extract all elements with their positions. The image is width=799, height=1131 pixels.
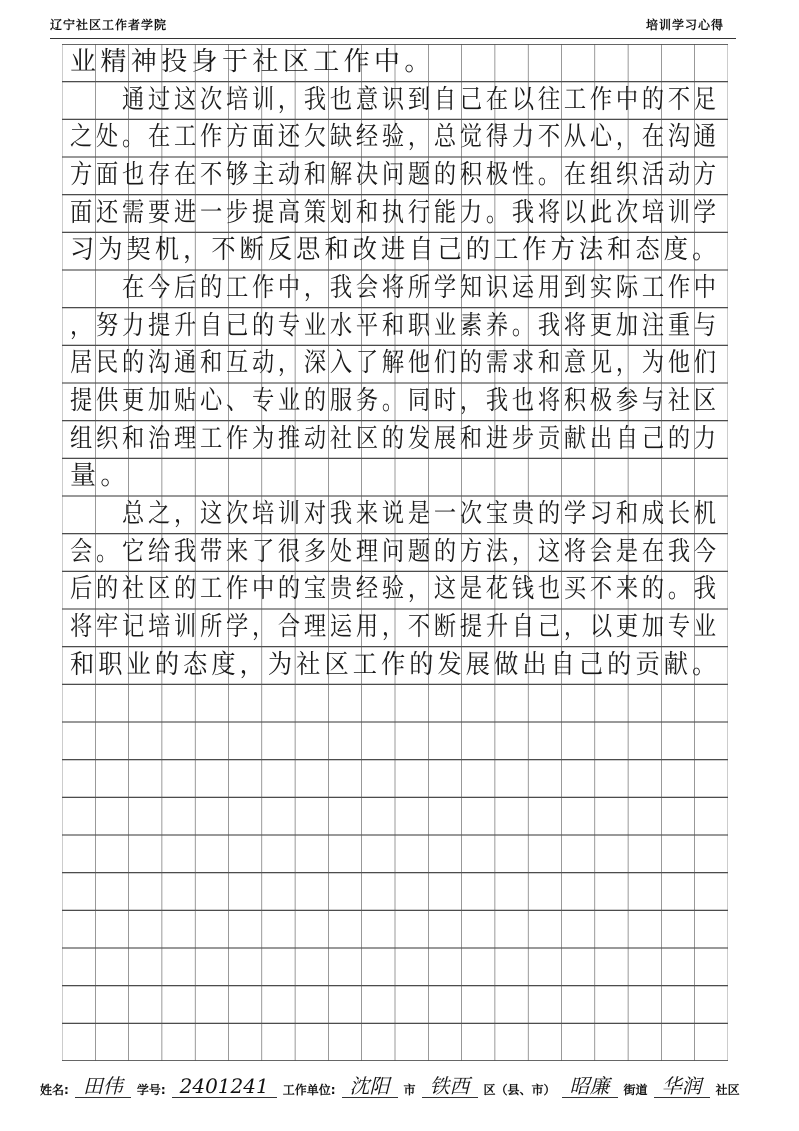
district-value: 铁西: [422, 1075, 478, 1098]
handwritten-line: 将牢记培训所学，合理运用，不断提升自己，以更加专业: [70, 612, 720, 642]
id-value: 2401241: [172, 1075, 277, 1098]
document-title: 培训学习心得: [645, 18, 724, 32]
handwritten-line: 总之，这次培训对我来说是一次宝贵的学习和成长机: [70, 499, 720, 529]
handwritten-line: 组织和治理工作为推动社区的发展和进步贡献出自己的力: [70, 423, 720, 454]
handwritten-line: 量。: [70, 461, 131, 492]
handwritten-line: 在今后的工作中，我会将所学知识运用到实际工作中: [70, 273, 720, 303]
street-value: 昭廉: [562, 1075, 618, 1098]
handwritten-line: 提供更加贴心、专业的服务。同时，我也将积极参与社区: [70, 386, 720, 416]
name-label: 姓名:: [40, 1083, 69, 1097]
community-label: 社区: [715, 1083, 740, 1097]
handwritten-line: 之处。在工作方面还欠缺经验，总觉得力不从心，在沟通: [70, 122, 720, 153]
institute-name: 辽宁社区工作者学院: [50, 18, 168, 32]
city-value: 沈阳: [342, 1075, 398, 1098]
handwritten-line: 通过这次培训，我也意识到自己在以往工作中的不足: [70, 84, 720, 115]
handwritten-line: 和职业的态度，为社区工作的发展做出自己的贡献。: [70, 649, 721, 680]
handwritten-line: ，努力提升自己的专业水平和职业素养。我将更加注重与: [70, 310, 720, 341]
handwritten-line: 居民的沟通和互动，深入了解他们的需求和意见，为他们: [70, 348, 720, 379]
header-divider: [50, 38, 736, 39]
student-info-footer: [40, 1075, 759, 1098]
writing-grid: [62, 44, 728, 1061]
id-label: 学号:: [136, 1083, 166, 1097]
handwritten-line: 习为契机，不断反思和改进自己的工作方法和态度。: [70, 235, 721, 266]
handwritten-line: 业精神投身于社区工作中。: [70, 47, 435, 77]
handwritten-line: 后的社区的工作中的宝贵经验，这是花钱也买不来的。我: [70, 574, 720, 605]
name-value: 田伟: [75, 1075, 131, 1098]
handwritten-line: 方面也存在不够主动和解决问题的积极性。在组织活动方: [70, 160, 720, 190]
unit-label: 工作单位:: [282, 1083, 336, 1097]
district-label: 区（县、市）: [483, 1083, 556, 1097]
handwritten-line: 会。它给我带来了很多处理问题的方法，这将会是在我今: [70, 536, 720, 567]
community-value: 华润: [654, 1075, 710, 1098]
city-label: 市: [403, 1083, 416, 1097]
handwritten-line: 面还需要进一步提高策划和执行能力。我将以此次培训学: [70, 197, 720, 228]
street-label: 街道: [623, 1083, 648, 1097]
